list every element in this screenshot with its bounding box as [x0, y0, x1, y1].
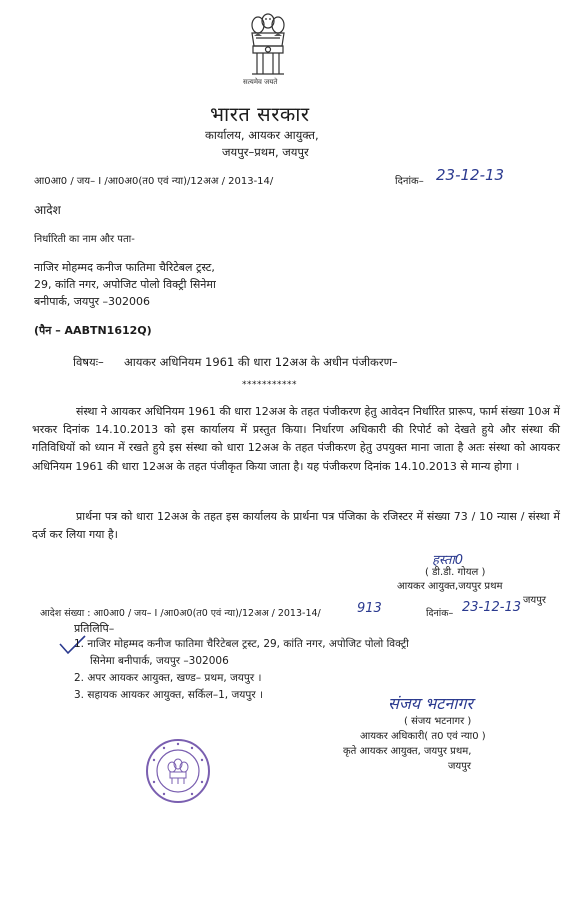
assessee-label: निर्धारिती का नाम और पता- [34, 234, 135, 245]
copy-reference-handwritten-number: 913 [357, 601, 382, 616]
copy-date-handwritten: 23-12-13 [462, 600, 522, 615]
copy-item-1-line1: 1. नाजिर मोहम्मद कनीज फातिमा चैरिटेबल ट्रस्ट, 29, कांति नगर, अपोजिट पोलो विक्ट्री [74, 638, 409, 650]
copy-reference-number: आदेश संख्या : आ0आ0 / जय– I /आ0अ0(त0 एवं न्या)/12अअ / 2013-14/ [40, 608, 321, 619]
signatory2-on-behalf: कृते आयकर आयुक्त, जयपुर प्रथम, [343, 746, 472, 757]
office-place: जयपुर–प्रथम, जयपुर [222, 145, 309, 159]
national-emblem-icon [246, 8, 290, 82]
signatory2-designation: आयकर अधिकारी( त0 एवं न्या0 ) [360, 731, 486, 742]
signatory2-city: जयपुर [448, 761, 471, 772]
assessee-name: नाजिर मोहम्मद कनीज फातिमा चैरिटेबल ट्रस्ट, [34, 261, 215, 274]
subject-label: विषयः– [73, 355, 104, 369]
official-seal-icon [145, 738, 211, 804]
signatory1-city: जयपुर [523, 595, 546, 606]
signatory1-signature: हस्ता0 [432, 553, 464, 568]
pan-number: (पैन – AABTN1612Q) [34, 324, 152, 337]
subject-text: आयकर अधिनियम 1961 की धारा 12अअ के अधीन पंजीकरण– [124, 355, 398, 369]
body-paragraph-1: संस्था ने आयकर अधिनियम 1961 की धारा 12अअ के तहत पंजीकरण हेतु आवेदन निर्धारित प्रारूप, फार्म संख्या 10अ में भरकर दिनांक 14.10.2013 को इस कार्यालय में प्रस्तुत किया। निर्धारण अधिकारी की रिपोर्ट को देखते हुये और संस्था की गतिविधियों को ध्यान में रखते हुये इस संस्था को धारा 12अअ के तहत पंजीकरण हेतु उपयुक्त माना जाता है अतः संस्था को आयकर अधिनियम 1961 की धारा 12अअ के तहत पंजीकृत किया जाता है। यह पंजीकरण दिनांक 14.10.2013 से मान्य होगा । [32, 405, 560, 473]
separator: *********** [242, 380, 297, 390]
order-title: आदेश [34, 203, 61, 217]
copies-label: प्रतिलिपि– [74, 622, 115, 635]
body-paragraph-2: प्रार्थना पत्र को धारा 12अअ के तहत इस कार्यालय के प्रार्थना पत्र पंजिका के रजिस्टर में संख्या 73 / 10 न्यास / संस्था में दर्ज कर लिया गया है। [32, 510, 560, 542]
reference-number: आ0आ0 / जय– I /आ0अ0(त0 एवं न्या)/12अअ / 2013-14/ [34, 176, 274, 187]
government-title: भारत सरकार [210, 102, 310, 126]
emblem-motto: सत्यमेव जयते [243, 78, 278, 86]
assessee-address-line2: बनीपार्क, जयपुर –302006 [34, 295, 151, 308]
office-name: कार्यालय, आयकर आयुक्त, [205, 128, 319, 142]
copy-item-1-line2: सिनेमा बनीपार्क, जयपुर –302006 [90, 655, 229, 667]
reference-date-handwritten: 23-12-13 [436, 166, 505, 184]
copy-item-2: 2. अपर आयकर आयुक्त, खण्ड– प्रथम, जयपुर । [74, 672, 262, 684]
signatory2-signature: संजय भटनागर [388, 694, 473, 713]
copy-date-label: दिनांक– [426, 608, 454, 619]
assessee-address-line1: 29, कांति नगर, अपोजिट पोलो विक्ट्री सिनेमा [34, 278, 216, 291]
signatory1-name: ( डी.डी. गोयल ) [425, 567, 486, 578]
copy-item-3: 3. सहायक आयकर आयुक्त, सर्किल–1, जयपुर । [74, 689, 263, 701]
reference-date-label: दिनांक– [395, 176, 424, 187]
signatory1-designation: आयकर आयुक्त,जयपुर प्रथम [397, 581, 503, 592]
signatory2-name: ( संजय भटनागर ) [404, 716, 472, 727]
